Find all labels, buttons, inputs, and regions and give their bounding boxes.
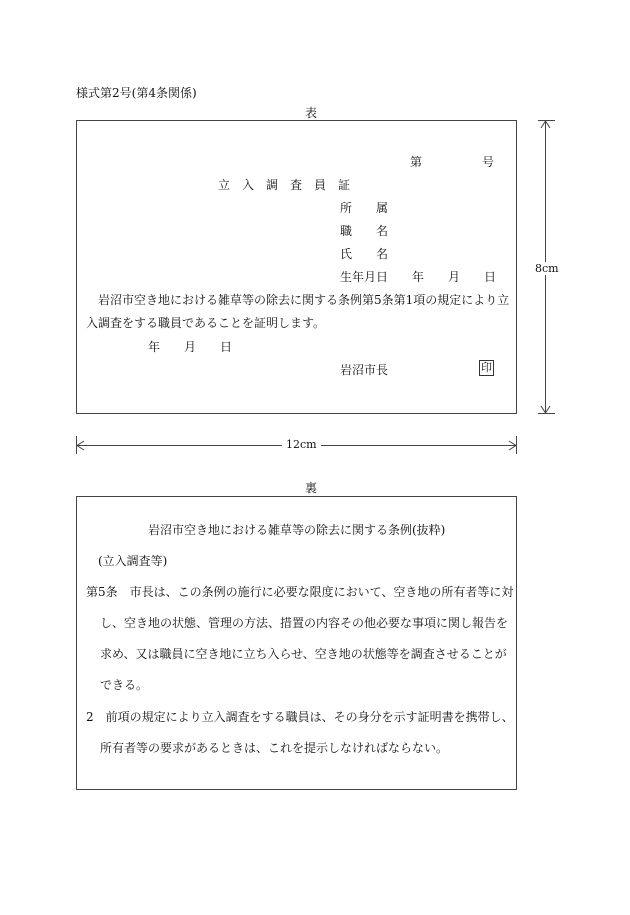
card-title: 立 入 調 査 員 証: [218, 178, 351, 192]
field-position: 職 名: [340, 224, 389, 238]
article-caption: (立入調査等): [98, 554, 168, 568]
height-dimension-label: 8cm: [535, 262, 559, 275]
height-dimension-tick-bottom: [538, 413, 555, 414]
cert-body-line-1: 岩沼市空き地における雑草等の除去に関する条例第5条第1項の規定により立: [98, 293, 510, 307]
seal-stamp: 印: [481, 361, 492, 374]
issuer-title: 岩沼市長: [340, 363, 389, 377]
ordinance-title: 岩沼市空き地における雑草等の除去に関する条例(抜粋): [148, 523, 446, 537]
arrow-left-icon: [77, 440, 85, 451]
article-5-line-1: 第5条 市長は、この条例の施行に必要な限度において、空き地の所有者等に対: [86, 585, 514, 599]
paragraph-2-line-1: 2 前項の規定により立入調査をする職員は、その身分を示す証明書を携帯し、: [86, 710, 514, 724]
card-number: 第 号: [410, 155, 495, 169]
article-5-line-3: 求め、又は職員に空き地に立ち入らせ、空き地の状態等を調査させることが: [100, 647, 507, 661]
arrow-right-icon: [508, 440, 516, 451]
field-birthdate: 生年月日 年 月 日: [340, 270, 497, 284]
paragraph-2-line-2: 所有者等の要求があるときは、これを提示しなければならない。: [100, 741, 449, 755]
form-id: 様式第2号(第4条関係): [76, 86, 197, 100]
field-affiliation: 所 属: [340, 201, 389, 215]
article-5-line-4: できる。: [100, 678, 149, 692]
arrow-down-icon: [540, 405, 551, 413]
width-dimension-tick-right: [516, 436, 517, 454]
article-5-line-2: し、空き地の状態、管理の方法、措置の内容その他必要な事項に関し報告を: [100, 616, 509, 630]
cert-body-line-2: 入調査をする職員であることを証明します。: [86, 316, 326, 330]
arrow-up-icon: [540, 121, 551, 129]
field-name: 氏 名: [340, 247, 389, 261]
front-heading: 表: [305, 106, 318, 120]
issue-date: 年 月 日: [148, 340, 233, 354]
width-dimension-label: 12cm: [282, 438, 321, 451]
back-heading: 裏: [305, 481, 318, 495]
